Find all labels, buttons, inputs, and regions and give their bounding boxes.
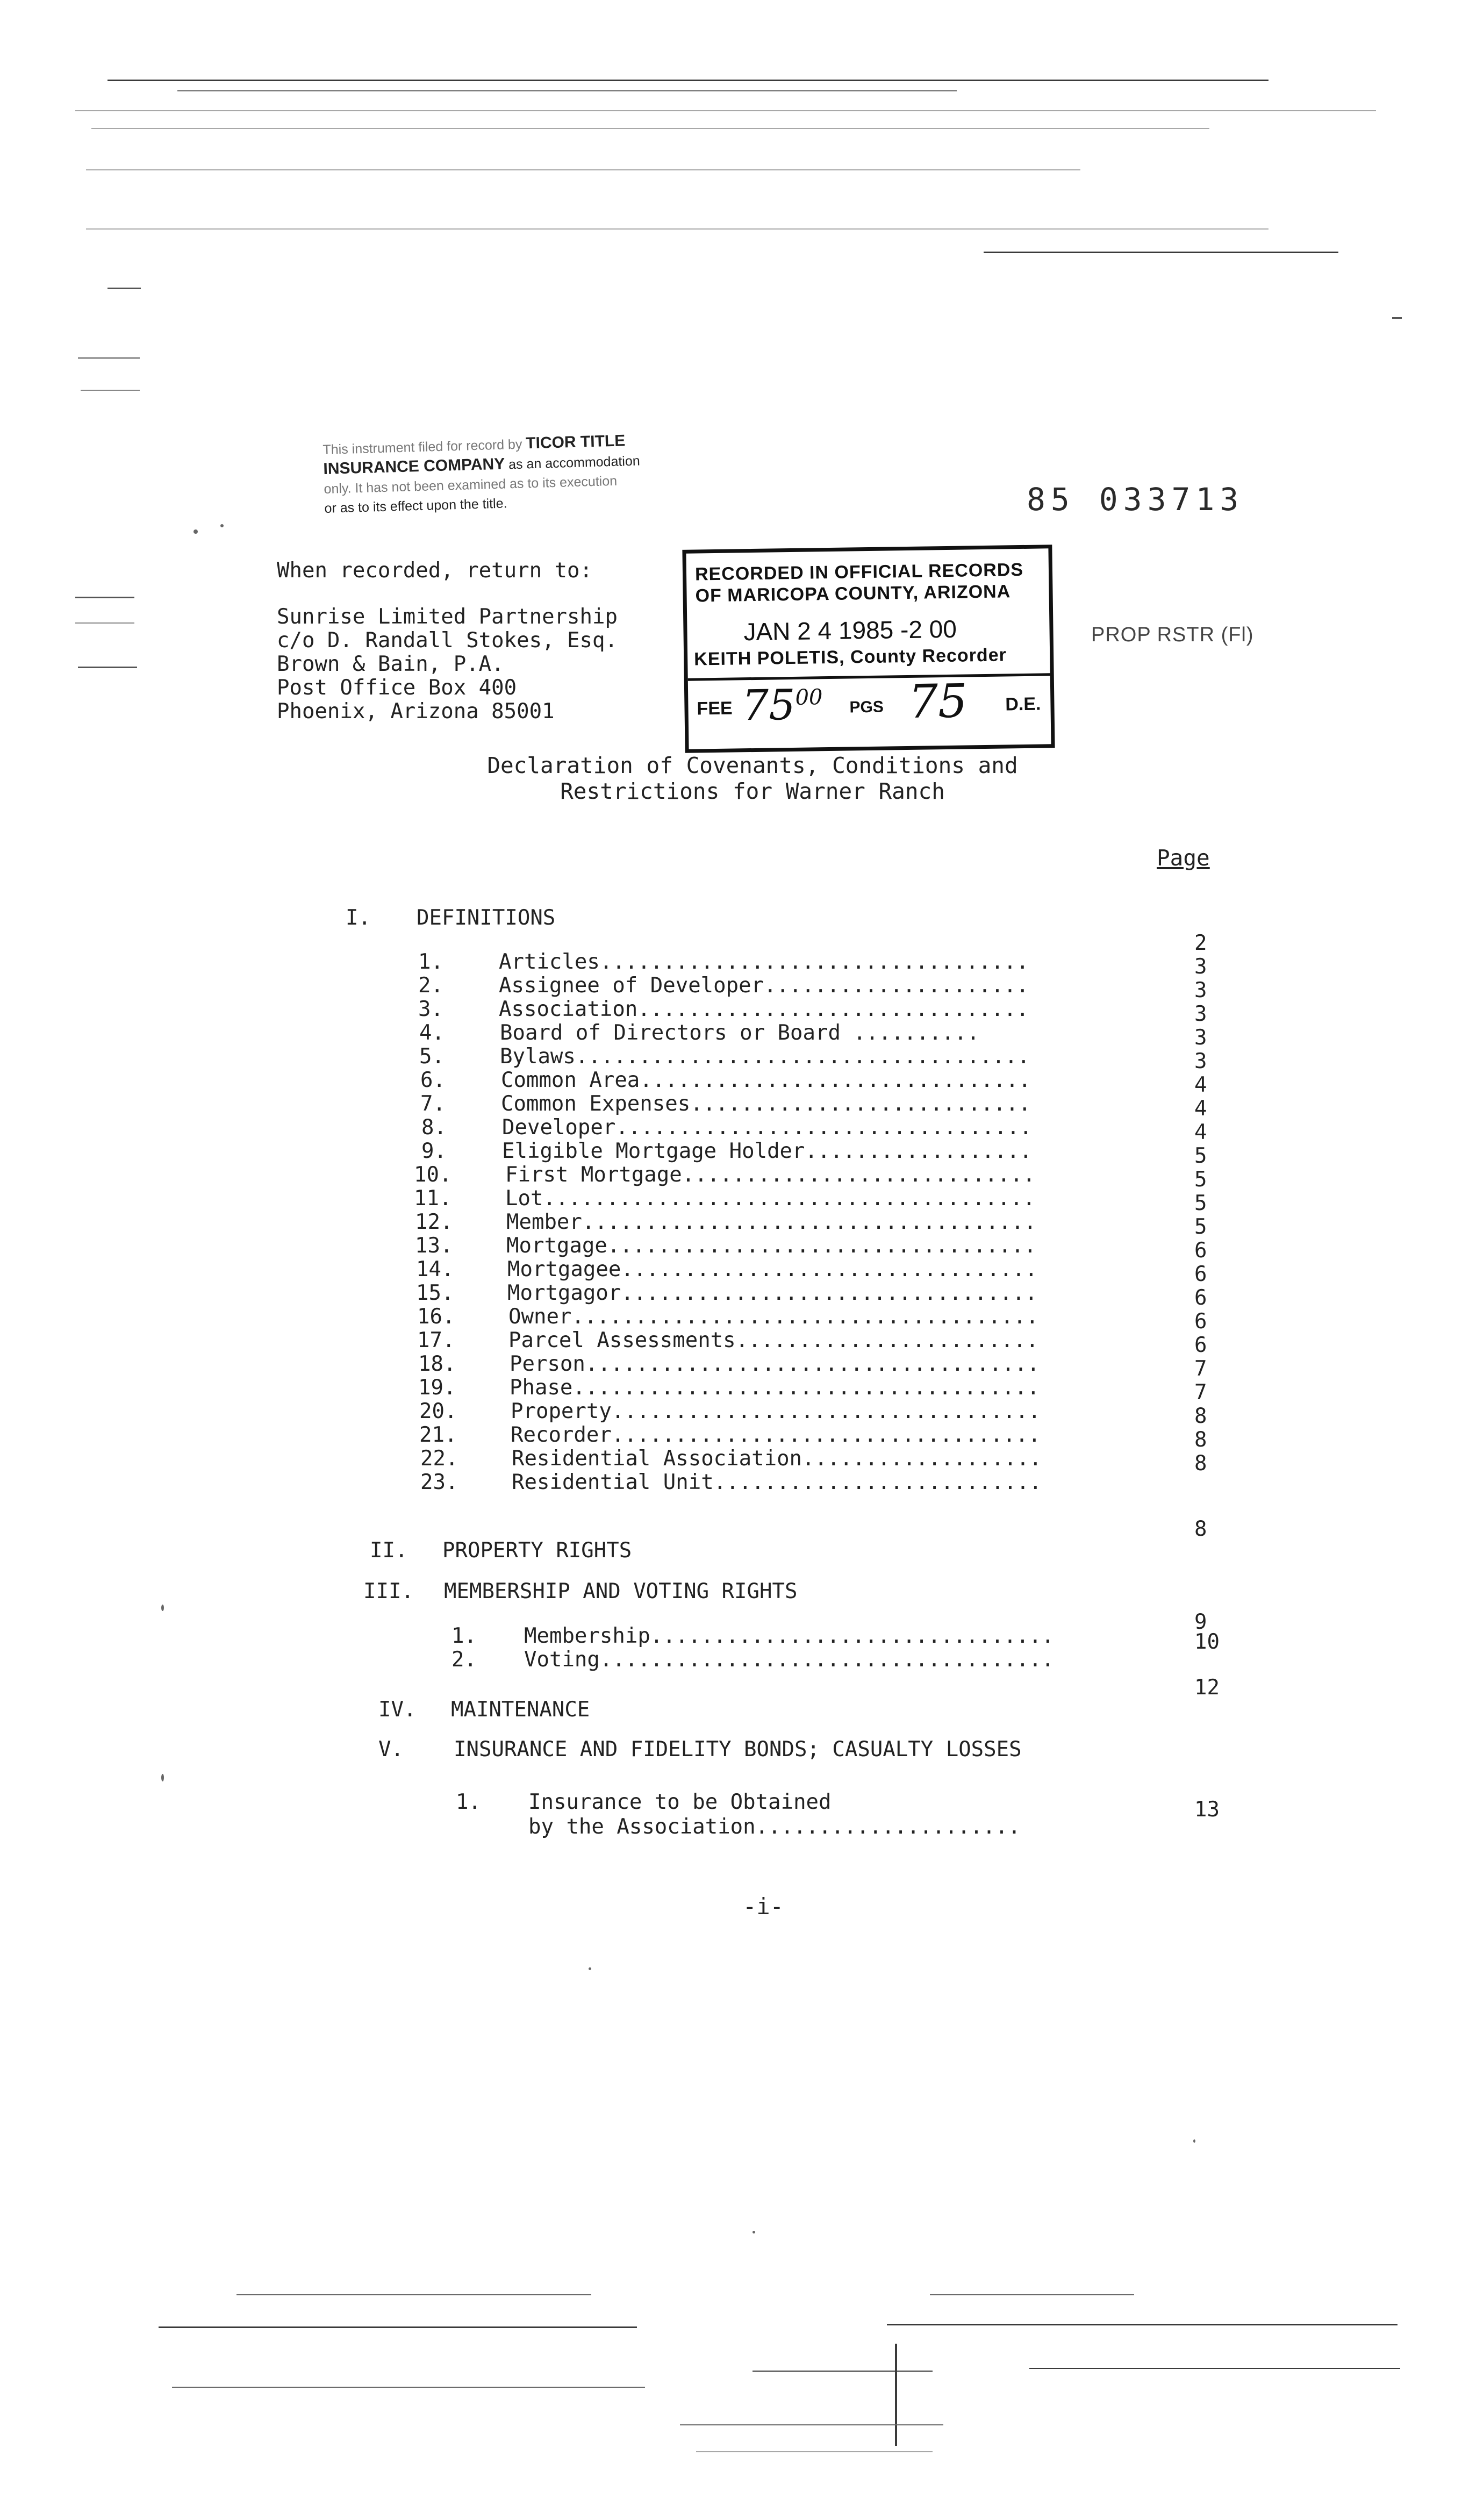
toc-section-insurance: V. INSURANCE AND FIDELITY BONDS; CASUALTY LOSSES [378,1737,1022,1762]
toc-section-property-rights: II. PROPERTY RIGHTS [370,1538,632,1563]
document-number: 85 033713 [1027,481,1244,518]
toc-page: 10 [1194,1630,1220,1654]
toc-page: 8 [1194,1451,1207,1476]
stamp-pgs-value: 75 [908,674,968,729]
toc-section-definitions: I. DEFINITIONS [346,906,556,930]
return-label: When recorded, return to: [277,559,592,583]
toc-page: 5 [1194,1144,1207,1168]
toc-page: 6 [1194,1333,1207,1357]
toc-page: 6 [1194,1309,1207,1334]
toc-page: 6 [1194,1262,1207,1286]
toc-page: 13 [1194,1798,1220,1822]
toc-page: 8 [1194,1428,1207,1452]
toc-page: 3 [1194,1002,1207,1026]
toc-page: 3 [1194,978,1207,1003]
toc-page: 8 [1194,1517,1207,1541]
stamp-pgs-label: PGS [849,698,884,717]
toc-page: 8 [1194,1404,1207,1428]
document-title [408,753,1096,804]
notice-company: TICOR TITLE [525,432,626,453]
notice-line-4: or as to its effect upon the title. [324,496,507,516]
return-address-block [277,559,618,724]
page-number-footer: -i- [743,1893,784,1920]
side-stamp-mark: PROP RSTR (Fl) [1091,624,1254,646]
toc-section-maintenance: IV. MAINTENANCE [378,1698,590,1722]
toc-page: 9 [1194,1610,1207,1634]
toc-page: 4 [1194,1097,1207,1121]
stamp-de-label: D.E. [1005,693,1041,715]
toc-section-membership: III. MEMBERSHIP AND VOTING RIGHTS [363,1579,798,1603]
stamp-recorder: KEITH POLETIS, County Recorder [693,645,1007,670]
filing-notice [322,428,722,518]
toc-page: 3 [1194,1049,1207,1073]
notice-lead: This instrument filed for record by [322,436,522,457]
page-column-header: Page [1157,845,1210,871]
return-line: c/o D. Randall Stokes, Esq. [277,628,618,653]
toc-page: 5 [1194,1168,1207,1192]
stamp-fee-value: $75^{00}$ [741,681,823,731]
stamp-date: JAN 2 4 1985 -2 00 [743,614,957,646]
stamp-line-1: RECORDED IN OFFICIAL RECORDS [694,559,1024,585]
stamp-line-2: OF MARICOPA COUNTY, ARIZONA [695,581,1011,606]
toc-page: 6 [1194,1286,1207,1310]
return-line: Sunrise Limited Partnership [277,605,618,629]
title-line-1: Declaration of Covenants, Conditions and [487,753,1018,778]
return-line: Phoenix, Arizona 85001 [277,699,555,724]
toc-page: 3 [1194,955,1207,979]
notice-company-2: INSURANCE COMPANY [323,455,505,478]
stamp-fee-label: FEE [697,698,733,719]
toc-page: 3 [1194,1026,1207,1050]
toc-page: 6 [1194,1238,1207,1263]
toc-page: 12 [1194,1676,1220,1700]
notice-line-3: only. It has not been examined as to its execution [324,473,618,497]
stamp-divider [688,673,1050,681]
toc-page: 4 [1194,1120,1207,1144]
return-line: Post Office Box 400 [277,676,517,700]
notice-line-2: as an accommodation [508,453,641,472]
toc-page: 7 [1194,1380,1207,1405]
toc-page: 4 [1194,1073,1207,1097]
toc-page: 2 [1194,931,1207,955]
toc-page: 5 [1194,1191,1207,1215]
toc-page: 7 [1194,1357,1207,1381]
title-line-2: Restrictions for Warner Ranch [560,778,945,804]
toc-page: 5 [1194,1215,1207,1239]
return-line: Brown & Bain, P.A. [277,652,504,676]
recorder-stamp [682,545,1055,753]
